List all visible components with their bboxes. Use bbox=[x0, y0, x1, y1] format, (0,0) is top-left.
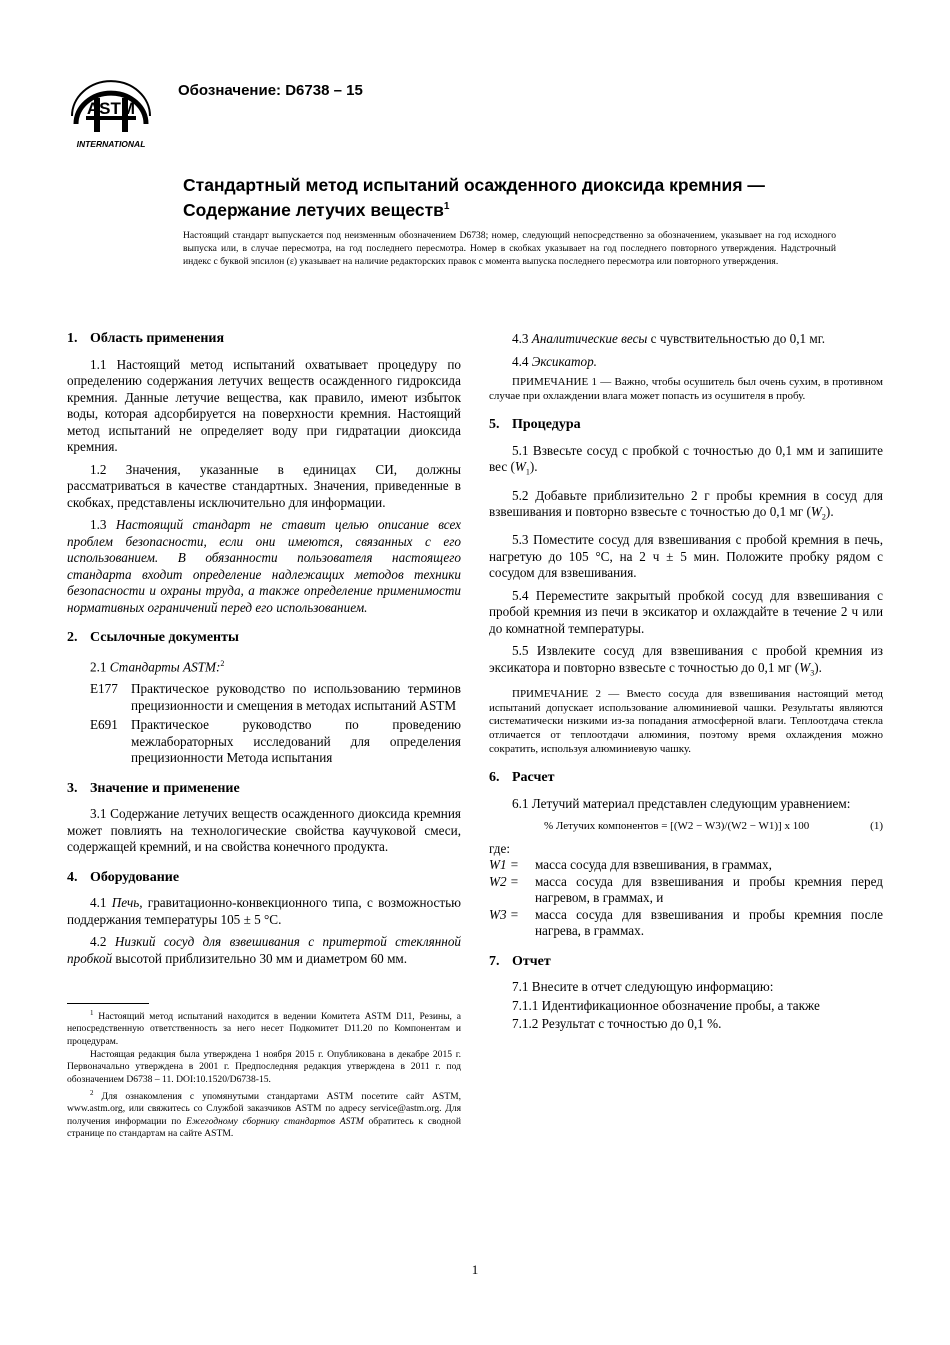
paragraph-number: 1.3 bbox=[90, 517, 107, 532]
section-2-heading bbox=[67, 630, 461, 647]
footnote-2 bbox=[67, 1087, 461, 1140]
legend-symbol: W3 = bbox=[489, 906, 519, 922]
note-2: ПРИМЕЧАНИЕ 2 — Вместо сосуда для взвешивания настоящий метод испытаний допускает использование алюминиевой чашки. Результаты являются систематически низкими из-за попадания атмосферной влаги. Теплоотдача стекла отличается от теплоотдачи алюминия, поэтому время охлаждения можно сократить, используя алюминиевую чашку. bbox=[489, 687, 883, 755]
paragraph-text: ). bbox=[814, 659, 822, 675]
paragraph-italic-text: Стандарты ASTM: bbox=[109, 658, 221, 674]
paragraph-number: 4.3 bbox=[512, 331, 529, 346]
section-number: 1. bbox=[67, 331, 78, 346]
section-number: 7. bbox=[489, 953, 500, 969]
paragraph-text: ). bbox=[825, 504, 834, 520]
designation: Обозначение: D6738 – 15 bbox=[178, 82, 363, 99]
paragraph-italic-text: Аналитические весы bbox=[531, 331, 648, 346]
reference-item bbox=[90, 681, 461, 714]
footnote-text: Настоящий метод испытаний находится в ведении Комитета ASTM D11, Резины, а непосредственную ответственность за него несет Подкомитет D11.20 по Компонентам и процедурам. bbox=[67, 1011, 461, 1047]
paragraph-5-5 bbox=[489, 643, 883, 682]
paragraph-3-1: 3.1 Содержание летучих веществ осажденного диоксида кремния может повлиять на технологические свойства каучуковой смеси, содержащей кремний, и на свойства конечного продукта. bbox=[67, 806, 461, 855]
paragraph-italic-text: Эксикатор. bbox=[531, 353, 597, 369]
paragraph-number: 4.1 bbox=[90, 895, 107, 911]
section-title: Расчет bbox=[512, 770, 555, 786]
variable-subscript: 2 bbox=[821, 512, 826, 522]
section-number: 5. bbox=[489, 417, 500, 433]
reference-item bbox=[90, 717, 461, 767]
equation bbox=[544, 818, 883, 835]
intro-paragraph: Настоящий стандарт выпускается под неизменным обозначением D6738; номер, следующий непосредственно за обозначением, указывает на год исходного выпуска или, в случае пересмотра, на год последнего пересмотра. Номер в скобках указывает на год последнего повторного утверждения. Надстрочный индекс с буквой эпсилон (ε) указывает на наличие редакторских правок с момента выпуска последнего пересмотра или повторного утверждения. bbox=[183, 230, 836, 268]
legend-text: масса сосуда для взвешивания и пробы кремния после нагрева, в граммах. bbox=[535, 906, 883, 939]
section-4-heading bbox=[67, 870, 461, 887]
legend-item bbox=[489, 874, 883, 907]
title-line-1: Стандартный метод испытаний осажденного диоксида кремния — bbox=[183, 175, 765, 195]
logo-subtext: INTERNATIONAL bbox=[76, 139, 146, 149]
variable: W bbox=[810, 504, 822, 520]
section-1-heading bbox=[67, 331, 461, 348]
paragraph-text: высотой приблизительно 30 мм и диаметром 60 мм. bbox=[112, 950, 408, 966]
paragraph-5-4: 5.4 Переместите закрытый пробкой сосуд для взвешивания с пробой кремния из печи в эксикатор и охлаждайте в течение 2 ч или до комнатной температуры. bbox=[489, 587, 883, 636]
legend-symbol: W2 = bbox=[489, 873, 519, 889]
left-column bbox=[67, 331, 461, 973]
paragraph-4-4 bbox=[489, 354, 883, 371]
paragraph-italic-text: Низкий сосуд для взвешивания с притертой стеклянной пробкой bbox=[67, 934, 462, 966]
logo-text: ASTM bbox=[86, 99, 136, 118]
paragraph-text: 5.2 Добавьте приблизительно 2 г пробы кремния в сосуд для взвешивания и повторно взвесьте с точностью до 0,1 мг ( bbox=[489, 487, 883, 520]
footnote-mark: 2 bbox=[90, 1088, 94, 1097]
section-5-heading bbox=[489, 417, 883, 434]
note-1: ПРИМЕЧАНИЕ 1 — Важно, чтобы осушитель был очень сухим, в противном случае при охлаждении влага может попасть из осушителя в пробу. bbox=[489, 376, 883, 402]
variable-subscript: 1 bbox=[525, 468, 530, 478]
paragraph-number: 4.4 bbox=[512, 353, 529, 369]
paragraph-number: 4.2 bbox=[90, 934, 107, 950]
paragraph-italic-text: Настоящий стандарт не ставит целью описание всех проблем безопасности, если они имеются, связанных с его использованием. В обязанности пользователя настоящего стандарта входит определение надлежащих методов техники безопасности и охраны труда, а также определение применимости нормативных ограничений перед его использованием. bbox=[67, 517, 461, 615]
section-number: 3. bbox=[67, 780, 78, 796]
paragraph-text: гравитационно-конвекционного типа, с возможностью поддержания температуры 105 ± 5 °C. bbox=[67, 895, 462, 927]
variable: W bbox=[514, 459, 526, 475]
footnote-divider bbox=[67, 1003, 149, 1004]
variable-subscript: 3 bbox=[810, 668, 815, 678]
paragraph-text: 5.5 Извлеките сосуд для взвешивания с пробой кремния из эксикатора и повторно взвесьте с точностью до 0,1 мг ( bbox=[489, 643, 883, 675]
section-number: 6. bbox=[489, 770, 500, 786]
paragraph-text: ). bbox=[529, 459, 538, 475]
section-title: Отчет bbox=[512, 953, 551, 969]
reference-text: Практическое руководство по проведению межлабораторных исследований для определения прецизионности Метода испытания bbox=[131, 717, 461, 766]
astm-logo-icon bbox=[66, 76, 156, 152]
paragraph-text: с чувствительностью до 0,1 мг. bbox=[647, 331, 825, 346]
paragraph-5-2 bbox=[489, 488, 883, 527]
footnote-mark: 2 bbox=[220, 658, 225, 668]
paragraph-7-1: 7.1 Внесите в отчет следующую информацию: bbox=[512, 979, 774, 995]
paragraph-5-1 bbox=[489, 443, 883, 482]
section-title: Значение и применение bbox=[90, 780, 240, 796]
title-line-2-text: Содержание летучих веществ bbox=[183, 199, 444, 220]
footnote-1-continued: Настоящая редакция была утверждена 1 ноября 2015 г. Опубликована в декабре 2015 г. Первоначально утверждена в 2001 г. Предпоследняя редакция утверждена в 2011 г. под обозначением D6738 – 11. DOI:10.1520/D6738-15. bbox=[67, 1049, 461, 1085]
section-number: 4. bbox=[67, 869, 78, 885]
paragraph-7-1-2: 7.1.2 Результат с точностью до 0,1 %. bbox=[512, 1016, 722, 1032]
section-number: 2. bbox=[67, 630, 78, 645]
footnotes bbox=[67, 1007, 461, 1141]
section-title: Оборудование bbox=[90, 869, 180, 885]
paragraph-7-1-1: 7.1.1 Идентификационное обозначение пробы, а также bbox=[512, 997, 820, 1013]
paragraph-italic-text: Печь, bbox=[111, 895, 143, 911]
reference-text: Практическое руководство по использованию терминов прецизионности и смещения в методах испытаний ASTM bbox=[131, 681, 461, 713]
paragraph-1-2: 1.2 Значения, указанные в единицах СИ, должны рассматриваться в качестве стандартных. Значения, приведенные в скобках, представлены исключительно для информации. bbox=[67, 461, 461, 510]
paragraph-4-2 bbox=[67, 934, 461, 967]
where-label: где: bbox=[489, 840, 510, 856]
page-title bbox=[183, 174, 883, 221]
title-footnote-mark: 1 bbox=[443, 201, 450, 212]
paragraph-1-1: 1.1 Настоящий метод испытаний охватывает процедуру по определению содержания летучих веществ осажденного гидроксида кремния. Данные летучие вещества, как правило, имеют избыток воды, которая адсорбируется на поверхности кремния. Настоящий метод испытаний не определяет воду при гидратации диоксида кремния. bbox=[67, 356, 461, 454]
page-number: 1 bbox=[471, 1262, 479, 1277]
title-line-2 bbox=[183, 196, 883, 221]
paragraph-4-1 bbox=[67, 895, 461, 928]
right-column bbox=[489, 331, 883, 1035]
footnote-mark: 1 bbox=[90, 1009, 94, 1017]
legend-text: масса сосуда для взвешивания, в граммах, bbox=[535, 857, 772, 873]
reference-code: E177 bbox=[90, 681, 118, 697]
legend-item bbox=[489, 907, 883, 940]
footnote-text: Для ознакомления с упомянутыми стандартами ASTM посетите сайт ASTM, www.astm.org, или свяжитесь со Службой заказчиков ASTM по адресу service@astm.org. Для получения информации по bbox=[67, 1091, 461, 1127]
paragraph-1-3 bbox=[67, 517, 461, 616]
legend-text: масса сосуда для взвешивания и пробы кремния перед нагревом, в граммах, и bbox=[535, 873, 883, 906]
section-3-heading bbox=[67, 781, 461, 798]
variable: W bbox=[799, 659, 811, 675]
legend-symbol: W1 = bbox=[489, 857, 519, 873]
paragraph-2-1 bbox=[67, 656, 461, 676]
paragraph-number: 2.1 bbox=[90, 658, 107, 674]
section-title: Процедура bbox=[512, 417, 581, 433]
reference-code: E691 bbox=[90, 717, 118, 733]
paragraph-4-3 bbox=[489, 331, 883, 348]
paragraph-6-1: 6.1 Летучий материал представлен следующим уравнением: bbox=[512, 795, 851, 811]
section-title: Ссылочные документы bbox=[90, 630, 239, 645]
legend-item bbox=[489, 857, 883, 874]
section-7-heading bbox=[489, 954, 883, 971]
astm-logo bbox=[66, 76, 156, 152]
footnote-italic-text: Ежегодному сборнику стандартов ASTM bbox=[185, 1115, 364, 1127]
footnote-text: обратитесь к сводной странице по стандартам на сайте ASTM. bbox=[67, 1115, 461, 1140]
paragraph-5-3: 5.3 Поместите сосуд для взвешивания с пробой кремния в печь, нагретую до 105 °C, на 2 ч ± 5 мин. Положите пробку рядом с сосудом для взвешивания. bbox=[489, 532, 883, 581]
equation-number: (1) bbox=[870, 820, 883, 833]
footnote-1 bbox=[67, 1007, 461, 1048]
equation-text: % Летучих компонентов = [(W2 − W3)/(W2 − W1)] x 100 bbox=[544, 820, 810, 833]
paragraph-text: 5.1 Взвесьте сосуд с пробкой с точностью до 0,1 мм и запишите вес ( bbox=[489, 442, 883, 475]
section-title: Область применения bbox=[90, 331, 225, 346]
section-6-heading bbox=[489, 770, 883, 787]
